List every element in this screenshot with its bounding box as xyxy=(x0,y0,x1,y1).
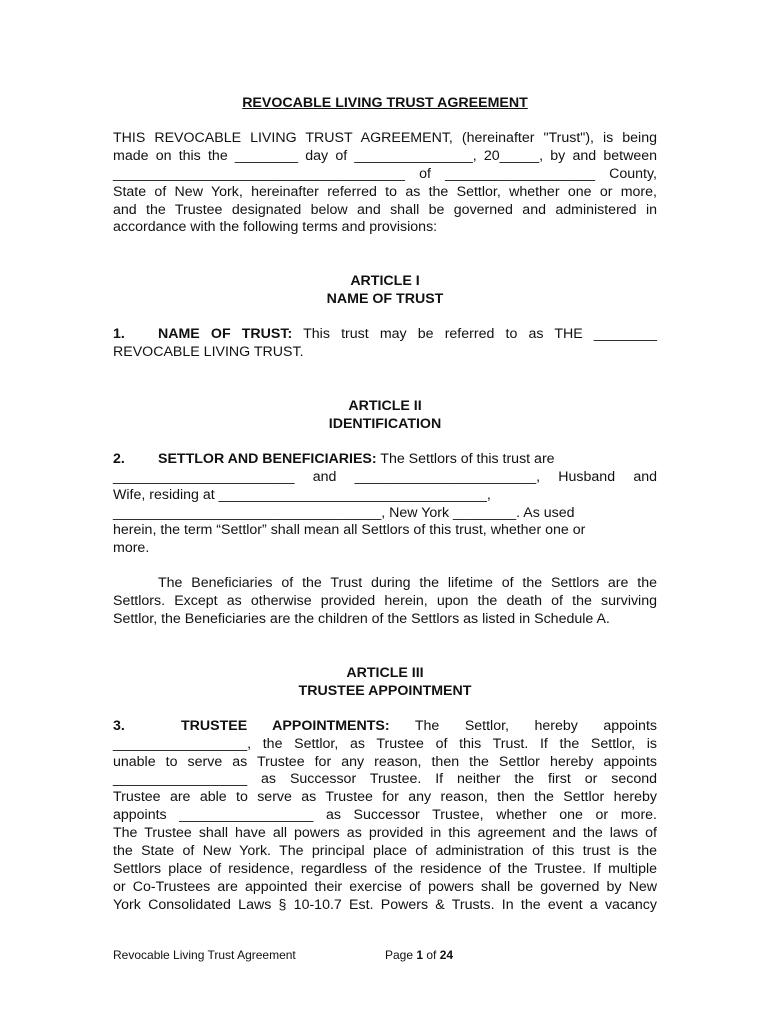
section-line xyxy=(113,326,657,344)
beneficiaries-paragraph xyxy=(113,575,657,629)
page-prefix: Page xyxy=(385,948,417,962)
intro-line: and the Trustee designated below and shall be governed and administered in xyxy=(113,201,657,218)
section-line: _________________, the Settlor, as Trustee of this Trust. If the Settlor, is xyxy=(113,735,657,752)
section-line: REVOCABLE LIVING TRUST. xyxy=(113,344,304,361)
section-line: herein, the term “Settlor” shall mean all Settlors of this trust, whether one or xyxy=(113,522,586,539)
section-line: The Trustee shall have all powers as provided in this agreement and the laws of xyxy=(113,825,657,842)
section-line: York Consolidated Laws § 10-10.7 Est. Powers & Trusts. In the event a vacancy xyxy=(113,896,657,913)
page-current: 1 xyxy=(416,948,424,962)
article-name: IDENTIFICATION xyxy=(328,415,442,432)
document-body xyxy=(113,95,657,915)
page-total: 24 xyxy=(439,948,454,962)
section-line xyxy=(113,718,657,736)
section-line: Trustee are able to serve as Trustee for any reason, then the Settlor hereby xyxy=(113,789,657,806)
section-line: Wife, residing at __________________________________, xyxy=(113,486,491,503)
section-line: _______________________ and _______________________, Husband and xyxy=(113,468,657,485)
article-3-heading xyxy=(113,665,657,701)
section-line: the State of New York. The principal place of administration of this trust is the xyxy=(113,843,657,860)
section-line: or Co-Trustees are appointed their exercise of powers shall be governed by New xyxy=(113,878,657,895)
article-name: NAME OF TRUST xyxy=(326,291,444,308)
article-name: TRUSTEE APPOINTMENT xyxy=(298,682,472,699)
section-text: The Settlors of this trust are xyxy=(380,450,555,467)
page-number xyxy=(385,948,453,962)
article-label: ARTICLE I xyxy=(350,273,420,290)
intro-line: made on this the ________ day of _______________, 20_____, by and between xyxy=(113,147,657,164)
section-line xyxy=(113,451,657,469)
paragraph-line: The Beneficiaries of the Trust during the lifetime of the Settlors are the xyxy=(158,575,657,592)
section-line: Settlors place of residence, regardless of the residence of the Trustee. If multiple xyxy=(113,861,657,877)
section-1 xyxy=(113,326,657,362)
intro-line: _____________________________________ of ___________________ County, xyxy=(113,165,657,182)
intro-paragraph xyxy=(113,130,657,237)
intro-line: State of New York, hereinafter referred to as the Settlor, whether one or more, xyxy=(113,183,657,200)
section-number: 3. xyxy=(113,717,125,734)
footer-document-name: Revocable Living Trust Agreement xyxy=(113,948,296,962)
section-2 xyxy=(113,451,657,558)
section-line: __________________________________, New York ________. As used xyxy=(113,504,575,521)
section-heading: SETTLOR AND BENEFICIARIES: xyxy=(158,450,377,467)
intro-line: THIS REVOCABLE LIVING TRUST AGREEMENT, (hereinafter "Trust"), is being xyxy=(113,129,657,146)
section-heading: TRUSTEE APPOINTMENTS: xyxy=(181,717,390,734)
document-title: REVOCABLE LIVING TRUST AGREEMENT xyxy=(242,95,528,111)
section-3 xyxy=(113,718,657,915)
section-line: more. xyxy=(113,540,150,557)
section-heading: NAME OF TRUST: xyxy=(158,326,293,343)
article-1-heading xyxy=(113,273,657,309)
intro-line: accordance with the following terms and provisions: xyxy=(113,219,438,236)
section-text: The Settlor, hereby appoints xyxy=(414,717,657,734)
paragraph-line: Settlors. Except as otherwise provided herein, upon the death of the surviving xyxy=(113,593,657,610)
section-number: 1. xyxy=(113,326,125,343)
article-label: ARTICLE III xyxy=(346,664,424,681)
section-number: 2. xyxy=(113,450,125,467)
section-line: unable to serve as Trustee for any reason, then the Settlor hereby appoints xyxy=(113,753,657,770)
article-label: ARTICLE II xyxy=(348,397,422,414)
section-text: This trust may be referred to as THE ________ xyxy=(303,326,658,343)
article-2-heading xyxy=(113,398,657,434)
page-of: of xyxy=(423,948,440,962)
section-line: _________________ as Successor Trustee. If neither the first or second xyxy=(113,771,657,788)
paragraph-line: Settlor, the Beneficiaries are the children of the Settlors as listed in Schedule A. xyxy=(113,611,610,628)
section-line: appoints _________________ as Successor Trustee, whether one or more. xyxy=(113,807,657,824)
